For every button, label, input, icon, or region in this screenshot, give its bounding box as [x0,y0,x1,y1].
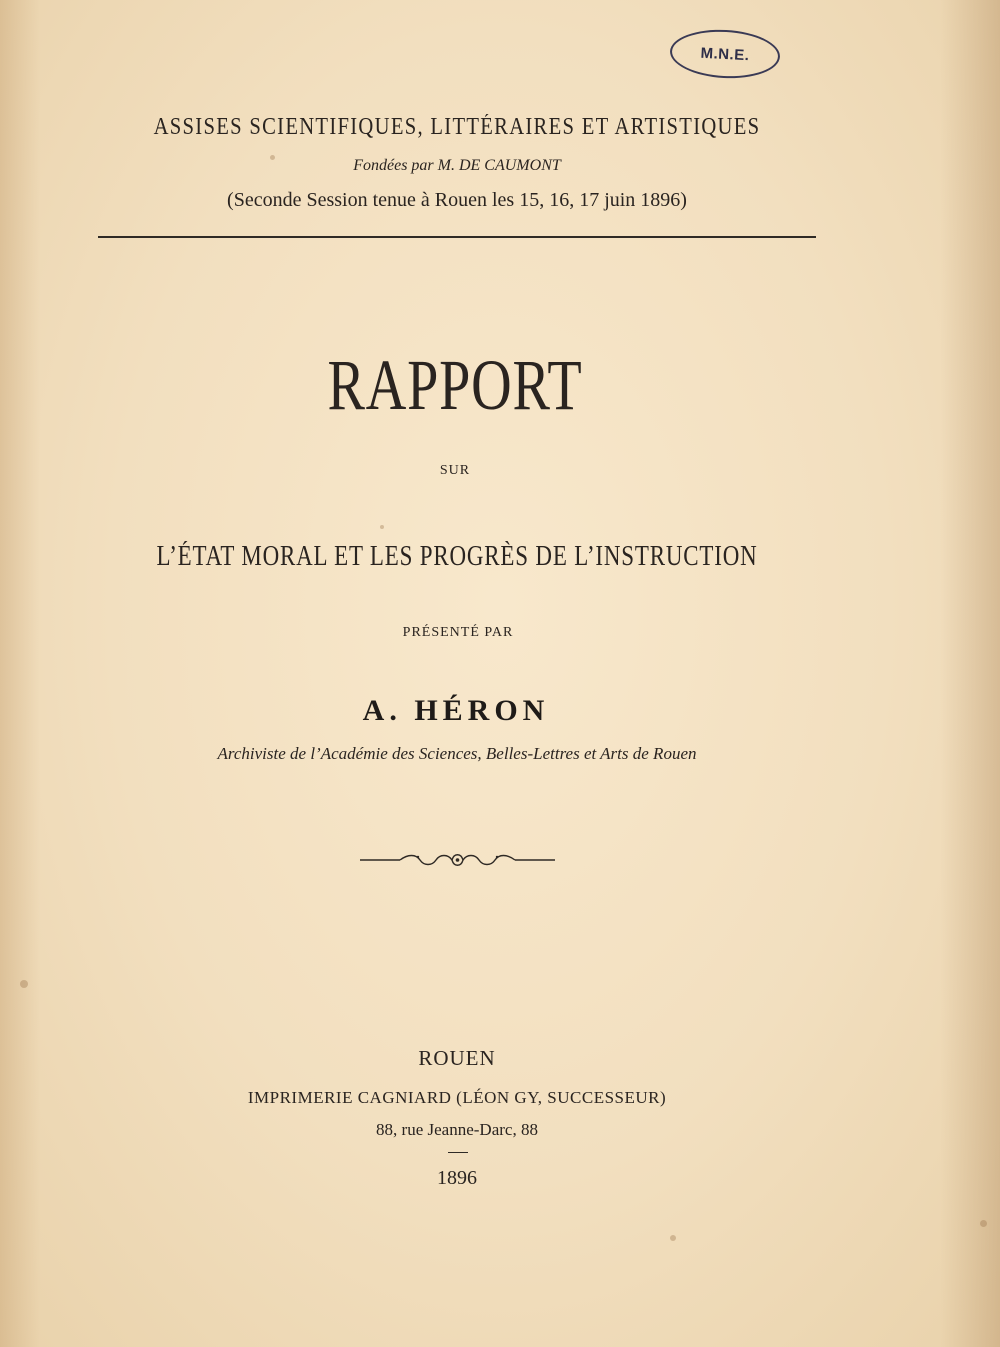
library-stamp [669,27,781,81]
imprint-rule [448,1152,468,1153]
subject-title: L’ÉTAT MORAL ET LES PROGRÈS DE L’INSTRUCTION [156,541,758,572]
title-connector: SUR [439,463,471,478]
paper-speck [20,980,28,988]
session-line: (Seconde Session tenue à Rouen les 15, 16, 17 juin 1896) [227,189,687,211]
main-title: RAPPORT [327,345,583,425]
imprint-printer: IMPRIMERIE CAGNIARD (LÉON GY, SUCCESSEUR) [247,1088,667,1107]
paper-speck [670,1235,676,1241]
paper-speck [980,1220,987,1227]
society-title: ASSISES SCIENTIFIQUES, LITTÉRAIRES ET ARTISTIQUES [153,114,761,140]
stamp-text: M.N.E. [700,44,750,64]
decorative-scroll-ornament-icon [360,850,555,870]
author-role: Archiviste de l’Académie des Sciences, Belles-Lettres et Arts de Rouen [217,744,697,763]
founder-line: Fondées par M. DE CAUMONT [353,157,561,174]
imprint-address: 88, rue Jeanne-Darc, 88 [376,1120,538,1139]
author-name: A. HÉRON [362,694,550,727]
paper-speck [380,525,384,529]
imprint-city: ROUEN [418,1046,496,1070]
header-rule [98,236,816,238]
imprint-year: 1896 [437,1167,477,1189]
presented-by: PRÉSENTÉ PAR [402,625,514,640]
